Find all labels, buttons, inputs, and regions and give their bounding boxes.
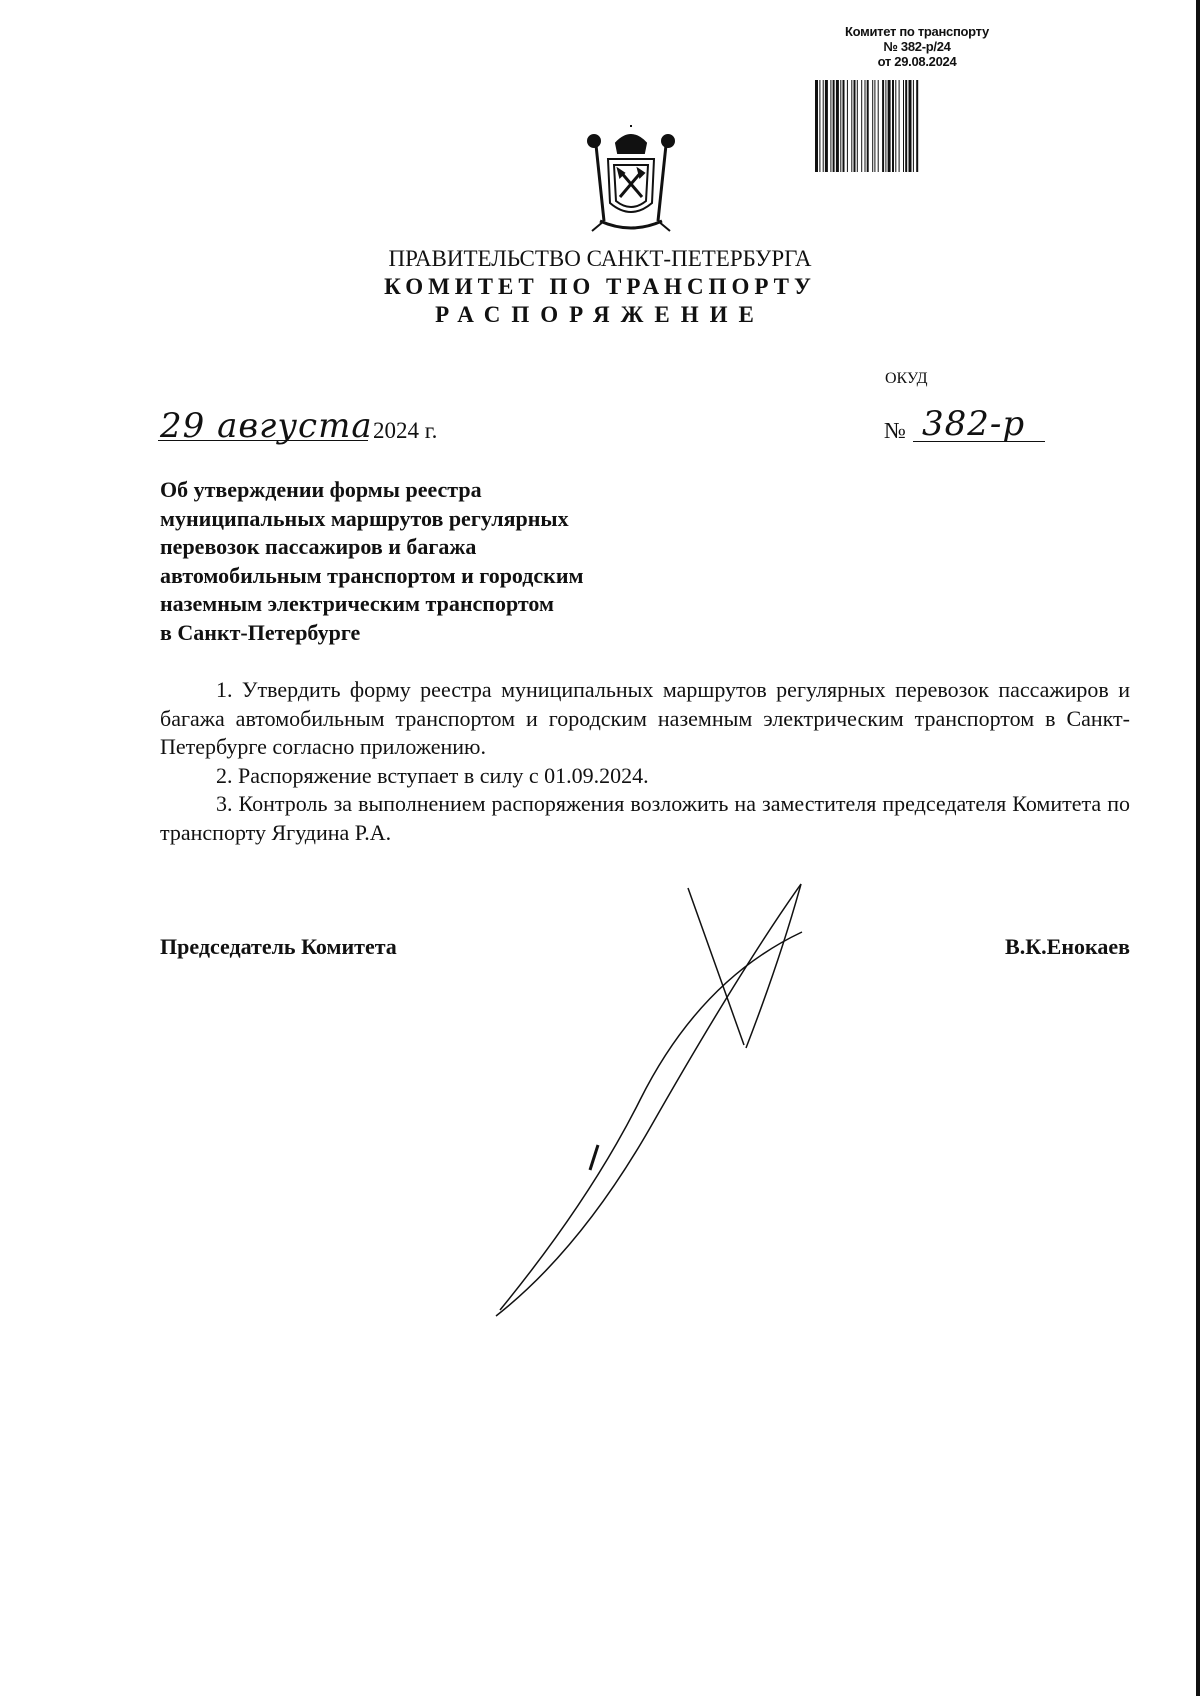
stamp-line-3: от 29.08.2024	[877, 54, 957, 69]
barcode-bar	[857, 80, 858, 172]
handwritten-signature	[480, 870, 820, 1330]
barcode-bar	[851, 80, 852, 172]
barcode-bar	[878, 80, 879, 172]
barcode-bar	[909, 80, 912, 172]
barcode-bar	[825, 80, 828, 172]
number-sign: №	[884, 418, 906, 443]
handwritten-number: 382-р	[922, 404, 1026, 444]
government-title: ПРАВИТЕЛЬСТВО САНКТ-ПЕТЕРБУРГА	[388, 246, 812, 271]
subject-line: наземным электрическим транспортом	[160, 591, 554, 616]
barcode-bar	[815, 80, 818, 172]
paragraph-1: 1. Утвердить форму реестра муниципальных маршрутов регулярных перевозок пассажиров и багажа автомобильным транспортом и городским наземным электрическим транспортом в Санкт-Петербурге согласно приложению.	[160, 677, 1130, 759]
barcode-bar	[867, 80, 869, 172]
barcode-bar	[882, 80, 884, 172]
barcode-bar	[847, 80, 848, 172]
committee-title: КОМИТЕТ ПО ТРАНСПОРТУ	[384, 274, 816, 299]
barcode-bar	[899, 80, 900, 172]
barcode-bar	[865, 80, 866, 172]
barcode-bar	[885, 80, 886, 172]
scan-edge	[1196, 0, 1200, 1696]
barcode-bar	[892, 80, 894, 172]
subject-line: перевозок пассажиров и багажа	[160, 534, 477, 559]
barcode-bar	[903, 80, 904, 172]
stamp-line-1: Комитет по транспорту	[845, 24, 989, 39]
number-underline	[913, 441, 1045, 442]
barcode-bar	[913, 80, 914, 172]
paragraph-2: 2. Распоряжение вступает в силу с 01.09.2024.	[216, 762, 649, 788]
subject-line: Об утверждении формы реестра	[160, 477, 482, 502]
date-underline	[158, 440, 368, 441]
document-body	[160, 676, 1130, 847]
date-year: 2024 г.	[373, 418, 438, 443]
barcode-bar	[861, 80, 862, 172]
registration-stamp	[812, 24, 1022, 69]
barcode-bar	[823, 80, 824, 172]
barcode-bar	[895, 80, 896, 172]
barcode-bar	[916, 80, 918, 172]
barcode	[815, 80, 1022, 172]
barcode-bar	[830, 80, 831, 172]
barcode-bar	[840, 80, 841, 172]
barcode-bar	[888, 80, 891, 172]
coat-of-arms-icon	[578, 125, 684, 235]
barcode-bar	[854, 80, 856, 172]
subject-line: автомобильным транспортом и городским	[160, 562, 584, 588]
stamp-line-2: № 382-р/24	[883, 39, 951, 54]
okud-label: ОКУД	[885, 370, 928, 387]
barcode-bar	[836, 80, 839, 172]
document-subject	[160, 476, 680, 647]
signatory-position: Председатель Комитета	[160, 934, 397, 959]
barcode-bar	[872, 80, 873, 172]
barcode-bar	[843, 80, 845, 172]
paragraph-3: 3. Контроль за выполнением распоряжения возложить на заместителя председателя Комитета по транспорту Ягудина Р.А.	[160, 791, 1130, 845]
barcode-bar	[819, 80, 820, 172]
subject-line: муниципальных маршрутов регулярных	[160, 505, 569, 531]
barcode-bar	[874, 80, 875, 172]
barcode-bar	[833, 80, 835, 172]
document-type: РАСПОРЯЖЕНИЕ	[435, 302, 765, 327]
barcode-bar	[905, 80, 907, 172]
subject-line: в Санкт-Петербурге	[160, 619, 361, 645]
signatory-name: В.К.Енокаев	[1005, 934, 1130, 959]
handwritten-date: 29 августа	[160, 406, 373, 446]
